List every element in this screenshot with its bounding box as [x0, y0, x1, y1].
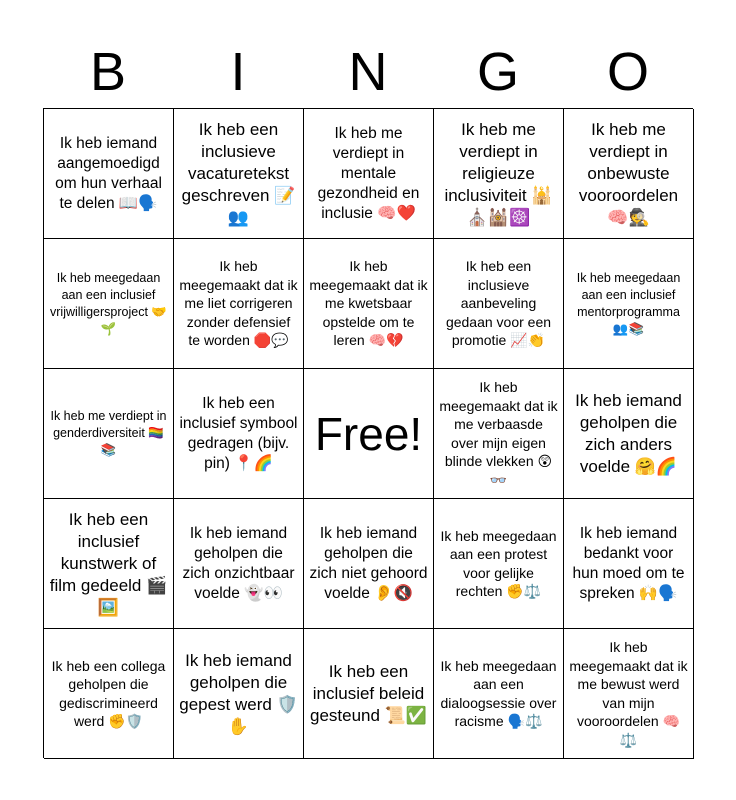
cell-text: Ik heb meegedaan aan een dialoogsessie over racisme 🗣️⚖️ [440, 657, 557, 729]
cell-text: Ik heb meegemaakt dat ik me verbaasde over mijn eigen blinde vlekken 😲👓 [439, 379, 558, 488]
cell-text: Ik heb meegemaakt dat ik me bewust werd van mijn vooroordelen 🧠⚖️ [569, 639, 688, 748]
bingo-cell-r2c4[interactable] [434, 239, 564, 369]
cell-text: Ik heb meegedaan aan een inclusief mentorprogramma 👥📚 [576, 270, 681, 336]
bingo-cell-r4c4[interactable] [434, 499, 564, 629]
cell-text: Ik heb een collega geholpen die gediscrimineerd werd ✊🛡️ [51, 657, 166, 729]
header-letter-o: O [606, 42, 649, 102]
header-letter-i: I [230, 42, 246, 102]
cell-text: Ik heb een inclusief kunstwerk of film gedeeld 🎬🖼️ [49, 509, 168, 617]
bingo-board [43, 108, 693, 758]
header-letter-b: B [89, 42, 127, 102]
cell-text: Ik heb meegemaakt dat ik me kwetsbaar opstelde om te leren 🧠💔 [309, 258, 428, 349]
cell-text: Ik heb iemand geholpen die zich niet gehoord voelde 👂🔇 [309, 524, 428, 602]
cell-text: Ik heb me verdiept in mentale gezondheid en inclusie 🧠❤️ [317, 124, 420, 222]
cell-text: Ik heb meegedaan aan een inclusief vrijwilligersproject 🤝🌱 [50, 270, 167, 336]
bingo-cell-r2c2[interactable] [174, 239, 304, 369]
bingo-cell-r1c2[interactable] [174, 109, 304, 239]
bingo-cell-r2c3[interactable] [304, 239, 434, 369]
header-letter-n: N [348, 42, 388, 102]
cell-text: Ik heb meegemaakt dat ik me liet corrigeren zonder defensief te worden 🛑💬 [179, 258, 298, 349]
bingo-cell-r1c5[interactable] [564, 109, 694, 239]
bingo-cell-r2c5[interactable] [564, 239, 694, 369]
cell-text: Ik heb meegedaan aan een protest voor gelijke rechten ✊⚖️ [440, 527, 557, 599]
cell-text: Ik heb iemand geholpen die gepest werd 🛡️✋ [179, 650, 298, 736]
bingo-cell-r4c3[interactable] [304, 499, 434, 629]
cell-text: Ik heb een inclusief beleid gesteund 📜✅ [309, 661, 427, 725]
bingo-cell-r3c2[interactable] [174, 369, 304, 499]
bingo-cell-r1c1[interactable] [44, 109, 174, 239]
bingo-cell-r4c2[interactable] [174, 499, 304, 629]
bingo-cell-r1c3[interactable] [304, 109, 434, 239]
cell-text: Ik heb een inclusief symbool gedragen (bijv. pin) 📍🌈 [179, 394, 298, 472]
cell-text: Ik heb iemand geholpen die zich anders voelde 🤗🌈 [575, 390, 682, 476]
cell-text: Ik heb een inclusieve aanbeveling gedaan voor een promotie 📈👏 [445, 258, 552, 349]
cell-text: Ik heb iemand bedankt voor hun moed om te spreken 🙌🗣️ [572, 524, 685, 602]
header-letter-g: G [476, 42, 519, 102]
bingo-cell-r4c5[interactable] [564, 499, 694, 629]
bingo-cell-r5c5[interactable] [564, 629, 694, 759]
bingo-cell-r2c1[interactable] [44, 239, 174, 369]
bingo-cell-r5c2[interactable] [174, 629, 304, 759]
cell-text: Ik heb iemand geholpen die zich onzichtbaar voelde 👻👀 [182, 524, 295, 602]
bingo-header [43, 36, 693, 108]
bingo-cell-r1c4[interactable] [434, 109, 564, 239]
cell-text: Ik heb me verdiept in genderdiversiteit 🏳️‍🌈📚 [50, 409, 167, 457]
cell-text: Ik heb iemand aangemoedigd om hun verhaal te delen 📖🗣️ [55, 134, 162, 212]
bingo-cell-free[interactable] [304, 369, 434, 499]
bingo-cell-r4c1[interactable] [44, 499, 174, 629]
bingo-cell-r3c4[interactable] [434, 369, 564, 499]
free-space-label: Free! [314, 407, 423, 460]
bingo-cell-r3c5[interactable] [564, 369, 694, 499]
bingo-cell-r3c1[interactable] [44, 369, 174, 499]
bingo-cell-r5c1[interactable] [44, 629, 174, 759]
bingo-cell-r5c4[interactable] [434, 629, 564, 759]
bingo-cell-r5c3[interactable] [304, 629, 434, 759]
cell-text: Ik heb een inclusieve vacaturetekst geschreven 📝👥 [181, 119, 296, 227]
cell-text: Ik heb me verdiept in onbewuste vooroordelen 🧠🕵️ [578, 119, 679, 227]
cell-text: Ik heb me verdiept in religieuze inclusiviteit 🕌⛪🕍☸️ [444, 119, 553, 227]
